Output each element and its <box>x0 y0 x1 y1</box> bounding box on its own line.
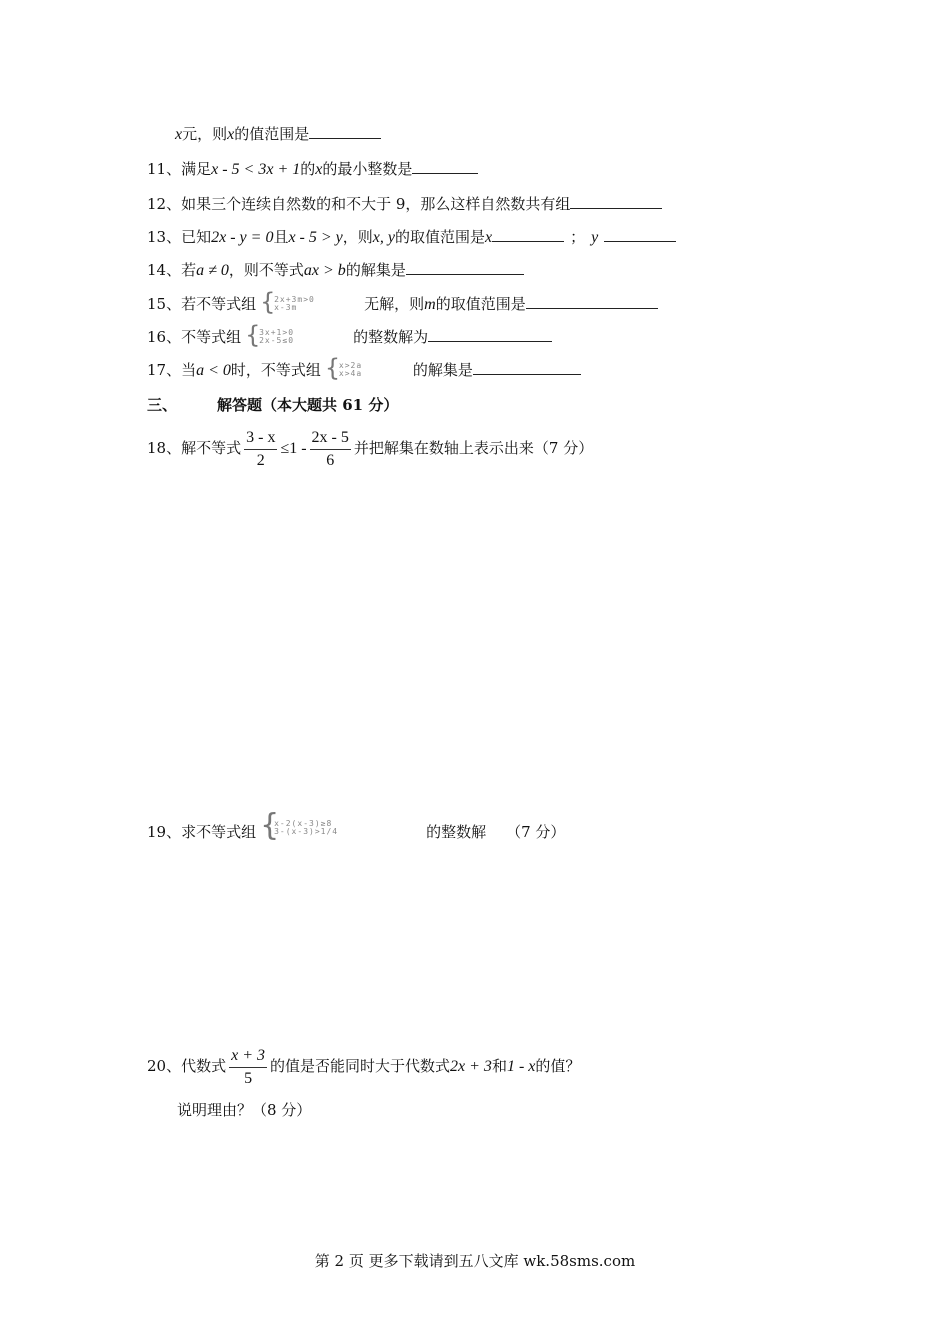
answer-blank <box>309 124 381 139</box>
fraction-1: $\frac{3 - x}{2}$ <box>244 427 277 472</box>
question-number: 17、 <box>147 361 182 379</box>
answer-blank <box>406 260 524 275</box>
question-number: 12、 <box>147 195 182 213</box>
question-15: 15、若不等式组 { 2x+3m>0 x-3m 无解，则m的取值范围是 <box>147 294 658 316</box>
question-13: 13、已知2x - y = 0且x - 5 > y，则x, y的取值范围是x ； y <box>147 227 676 248</box>
section-title: 解答题（本大题共 61 分） <box>217 396 399 414</box>
question-number: 19、 <box>147 823 182 841</box>
inequality-system-image: { x-2(x-3)≥8 3-(x-3)>1/4 <box>260 808 339 843</box>
var-x: x <box>175 126 183 143</box>
answer-blank <box>570 194 662 209</box>
question-number: 15、 <box>147 295 182 313</box>
fraction: $\frac{x + 3}{5}$ <box>229 1045 267 1090</box>
inequality-system-image: { 2x+3m>0 x-3m <box>260 288 315 316</box>
question-18: 18、解不等式 $\frac{3 - x}{2}$ ≤1 - $\frac{2x - 5}{6}$ 并把解集在数轴上表示出来（7 分） <box>147 424 593 473</box>
question-20-reason: 说明理由？（8 分） <box>177 1101 312 1119</box>
q10-continuation: x元，则x的值范围是 <box>175 124 381 145</box>
question-16: 16、不等式组 { 3x+1>0 2x-5≤0 的整数解为 <box>147 327 552 349</box>
answer-blank-y <box>604 227 676 242</box>
answer-blank <box>412 159 478 174</box>
section-heading <box>147 395 398 415</box>
question-12: 12、如果三个连续自然数的和不大于 9，那么这样自然数共有组 <box>147 194 662 214</box>
answer-blank-x <box>492 227 564 242</box>
question-number: 16、 <box>147 328 182 346</box>
answer-blank <box>428 327 552 342</box>
answer-blank <box>473 360 581 375</box>
question-17: 17、当a < 0时，不等式组 { x>2a x>4a 的解集是 <box>147 360 581 382</box>
question-19: 19、求不等式组 { x-2(x-3)≥8 3-(x-3)>1/4 的整数解 （7 分） <box>147 818 565 848</box>
answer-blank <box>526 294 658 309</box>
question-number: 14、 <box>147 261 182 279</box>
inequality-system-image: { 3x+1>0 2x-5≤0 <box>245 321 295 349</box>
inequality: x - 5 < 3x + 1 <box>211 161 301 178</box>
inequality-system-image: { x>2a x>4a <box>324 354 363 382</box>
fraction-2: $\frac{2x - 5}{6}$ <box>310 427 351 472</box>
page-footer: 第 2 页 更多下载请到五八文库 wk.58sms.com <box>314 1252 636 1270</box>
question-number: 20、 <box>147 1057 182 1075</box>
question-11: 11、满足x - 5 < 3x + 1的x的最小整数是 <box>147 159 478 180</box>
question-20: 20、代数式 $\frac{x + 3}{5}$ 的值是否能同时大于代数式2x + 3和1 - x的值？ <box>147 1042 580 1091</box>
question-14: 14、若a ≠ 0，则不等式ax > b的解集是 <box>147 260 524 281</box>
question-number: 13、 <box>147 228 182 246</box>
section-number: 三、 <box>147 396 178 414</box>
question-number: 11、 <box>147 160 182 178</box>
question-number: 18、 <box>147 439 182 457</box>
